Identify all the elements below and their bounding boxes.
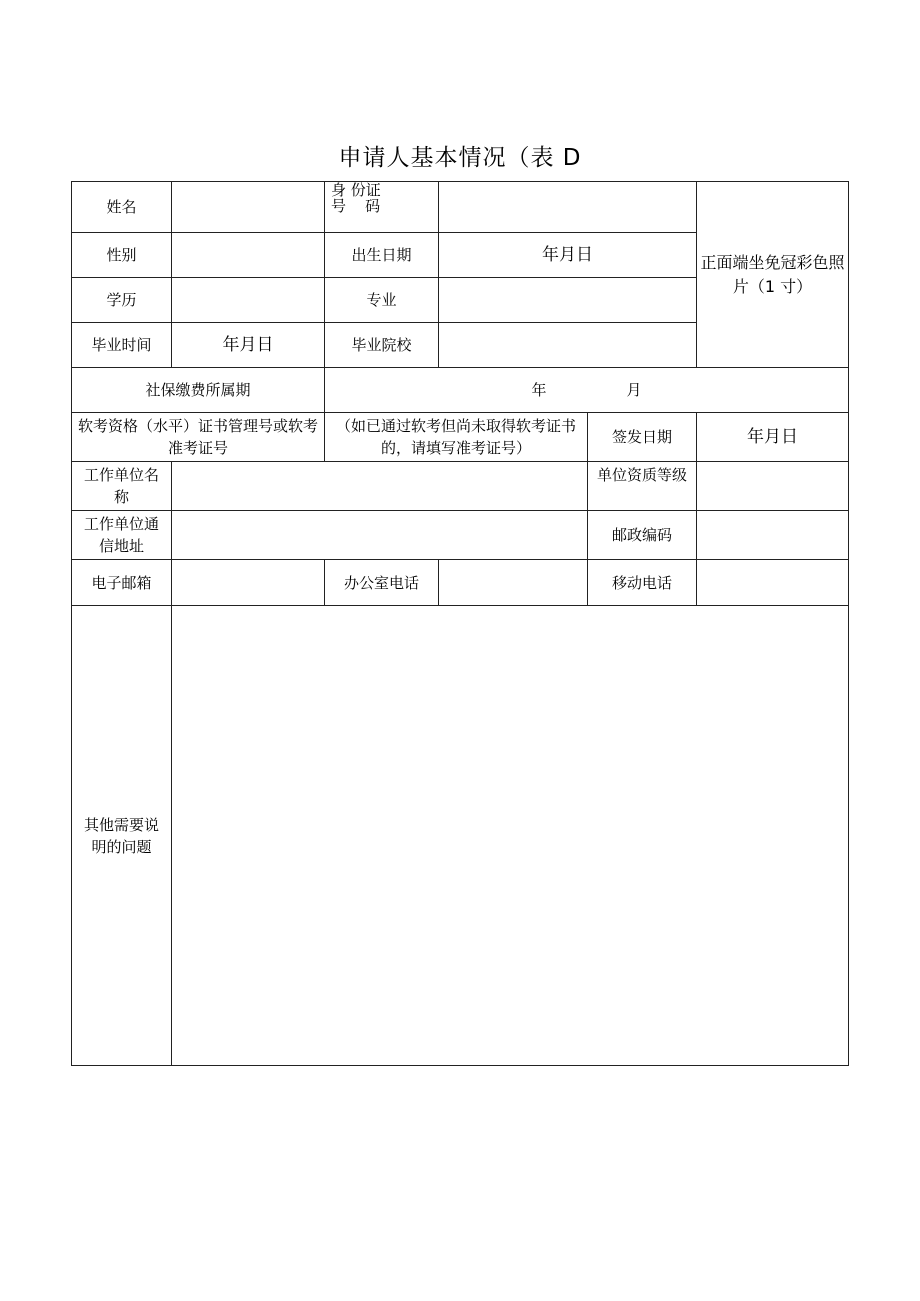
graduation-time-label: 毕业时间 — [71, 322, 172, 368]
office-phone-label: 办公室电话 — [324, 559, 439, 606]
education-field[interactable] — [171, 277, 325, 323]
education-label: 学历 — [71, 277, 172, 323]
certificate-label: 软考资格（水平）证书管理号或软考准考证号 — [71, 412, 325, 462]
major-field[interactable] — [438, 277, 697, 323]
issue-date-field[interactable]: 年月日 — [696, 412, 849, 462]
social-insurance-label: 社保缴费所属期 — [71, 367, 325, 413]
id-label-line1: 身 份证 — [331, 181, 381, 199]
social-insurance-field[interactable] — [324, 367, 849, 413]
work-address-label: 工作单位通信地址 — [71, 510, 172, 560]
name-label: 姓名 — [71, 181, 172, 233]
gender-field[interactable] — [171, 232, 325, 278]
id-label-line2: 号 码 — [331, 197, 381, 215]
postcode-label: 邮政编码 — [587, 510, 697, 560]
unit-level-label: 单位资质等级 — [587, 461, 697, 511]
mobile-field[interactable] — [696, 559, 849, 606]
email-field[interactable] — [171, 559, 325, 606]
school-label: 毕业院校 — [324, 322, 439, 368]
birth-date-field[interactable]: 年月日 — [438, 232, 697, 278]
major-label: 专业 — [324, 277, 439, 323]
email-label: 电子邮箱 — [71, 559, 172, 606]
birth-date-label: 出生日期 — [324, 232, 439, 278]
form-title: 申请人基本情况（表 D — [338, 145, 582, 171]
applicant-form — [71, 181, 849, 1066]
photo-box[interactable]: 正面端坐免冠彩色照片（1 寸） — [696, 181, 849, 368]
name-field[interactable] — [171, 181, 325, 233]
id-number-field[interactable] — [438, 181, 697, 233]
postcode-field[interactable] — [696, 510, 849, 560]
work-address-field[interactable] — [171, 510, 588, 560]
mobile-label: 移动电话 — [587, 559, 697, 606]
id-number-label — [324, 181, 439, 233]
certificate-field[interactable]: （如已通过软考但尚未取得软考证书的，请填写准考证号） — [324, 412, 588, 462]
issue-date-label: 签发日期 — [587, 412, 697, 462]
graduation-time-field[interactable]: 年月日 — [171, 322, 325, 368]
other-notes-label: 其他需要说明的问题 — [71, 605, 172, 1066]
other-notes-field[interactable] — [171, 605, 849, 1066]
office-phone-field[interactable] — [438, 559, 588, 606]
social-year: 年 — [531, 381, 547, 399]
school-field[interactable] — [438, 322, 697, 368]
unit-level-field[interactable] — [696, 461, 849, 511]
work-unit-label: 工作单位名称 — [71, 461, 172, 511]
work-unit-field[interactable] — [171, 461, 588, 511]
gender-label: 性别 — [71, 232, 172, 278]
social-month: 月 — [626, 381, 642, 399]
